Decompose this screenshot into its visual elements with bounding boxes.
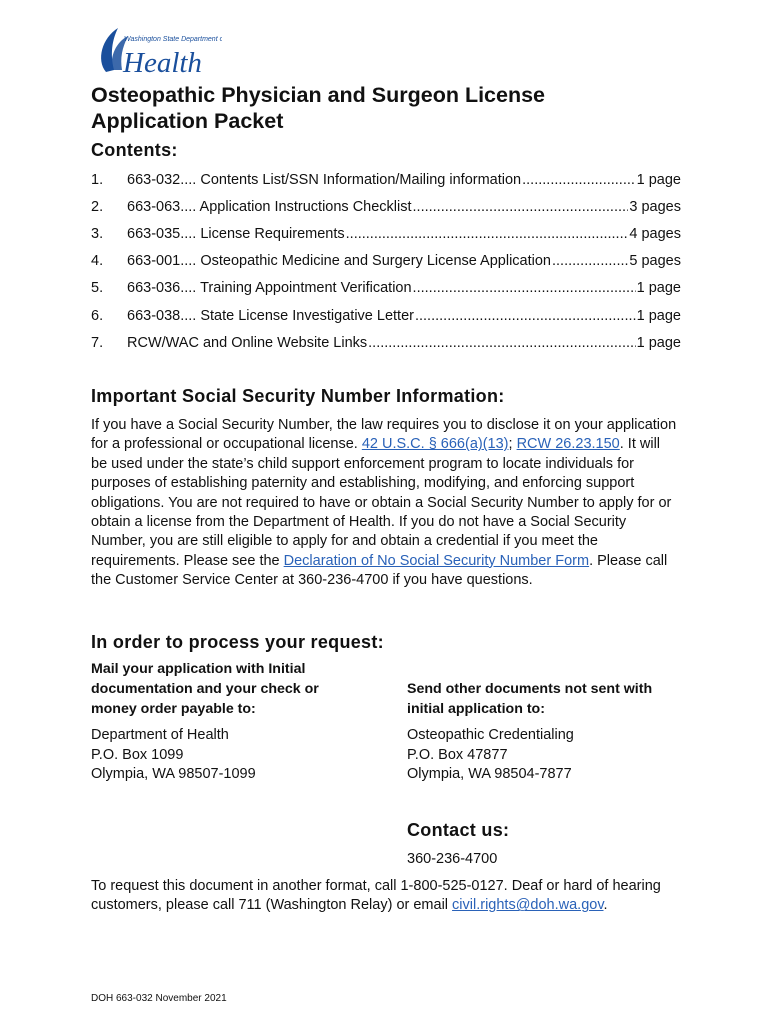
contents-item-label: 663-036.... Training Appointment Verification bbox=[127, 280, 412, 297]
contents-list bbox=[91, 166, 681, 356]
contents-item-leader bbox=[522, 172, 636, 188]
title-line-1: Osteopathic Physician and Surgeon License bbox=[91, 83, 546, 107]
contents-item bbox=[91, 220, 681, 247]
contents-item-pages: 1 page bbox=[636, 334, 681, 351]
contents-item-number: 1. bbox=[91, 171, 104, 188]
usc-link[interactable]: 42 U.S.C. § 666(a)(13) bbox=[361, 436, 509, 453]
contents-item-label: 663-032.... Contents List/SSN Information/Mailing information bbox=[127, 171, 522, 188]
address-line: Osteopathic Credentialing bbox=[407, 727, 574, 743]
declaration-form-link[interactable]: Declaration of No Social Security Number Form bbox=[283, 552, 590, 569]
contents-item bbox=[91, 248, 681, 275]
contents-item-pages: 5 pages bbox=[629, 253, 681, 270]
contents-item-number: 2. bbox=[91, 198, 104, 215]
contents-item bbox=[91, 166, 681, 193]
address-line: P.O. Box 47877 bbox=[407, 746, 508, 763]
mail-heading: Mail your application with Initial documentation and your check or money order payable to: bbox=[91, 661, 319, 717]
contents-item-pages: 4 pages bbox=[629, 225, 681, 242]
contents-item-number: 3. bbox=[91, 225, 104, 242]
title-line-2: Application Packet bbox=[91, 109, 284, 133]
request-paragraph bbox=[91, 877, 671, 916]
contents-item-leader bbox=[415, 308, 636, 324]
contents-item bbox=[91, 275, 681, 302]
address-line: Olympia, WA 98504-7877 bbox=[407, 766, 572, 783]
request-text: To request this document in another format, call 1-800-525-0127. Deaf or hard of hearing customers, please call 711 (Washington Relay) or email bbox=[91, 878, 661, 914]
contents-item-number: 4. bbox=[91, 253, 104, 270]
contents-item-leader bbox=[346, 226, 629, 242]
mail-address bbox=[91, 726, 351, 785]
contents-item-pages: 1 page bbox=[636, 307, 681, 324]
send-heading: Send other documents not sent with initial application to: bbox=[407, 681, 653, 717]
contents-item-label: 663-063.... Application Instructions Checklist bbox=[127, 198, 412, 215]
contents-item-pages: 3 pages bbox=[629, 198, 681, 215]
contents-item-pages: 1 page bbox=[636, 171, 681, 188]
contents-item-label: 663-038.... State License Investigative Letter bbox=[127, 307, 414, 324]
contents-item-leader bbox=[368, 335, 636, 351]
form-footer-id: DOH 663-032 November 2021 bbox=[91, 993, 227, 1004]
ssn-heading: Important Social Security Number Information: bbox=[91, 386, 505, 406]
ssn-text-2: . It will be used under the state’s child support enforcement program to locate individuals for purposes of establishing paternity and establishing, modifying, and enforcing support obligations. You are not required to have or obtain a Social Security Number to apply for or obtain a license from the Department of Health. If you do not have a Social Security Number, you are still eligible to apply for and obtain a credential if you meet the requirements. Please see the bbox=[91, 436, 672, 569]
contents-item-pages: 1 page bbox=[636, 280, 681, 297]
ssn-paragraph bbox=[91, 416, 679, 591]
rcw-link[interactable]: RCW 26.23.150 bbox=[516, 436, 620, 453]
doh-logo bbox=[92, 20, 222, 80]
contents-item bbox=[91, 329, 681, 356]
logo-big-text: Health bbox=[123, 47, 202, 79]
doh-logo-graphic bbox=[92, 20, 222, 80]
address-line: P.O. Box 1099 bbox=[91, 746, 184, 763]
contents-item-leader bbox=[413, 199, 629, 215]
ssn-text-3: . Please call the Customer Service Center at 360-236-4700 if you have questions. bbox=[91, 552, 668, 589]
request-end: . bbox=[603, 897, 608, 914]
send-address bbox=[407, 726, 667, 785]
address-line: Department of Health bbox=[91, 727, 229, 743]
contents-heading: Contents: bbox=[91, 140, 178, 160]
contents-item-leader bbox=[552, 253, 628, 269]
contents-item-leader bbox=[413, 280, 636, 296]
page-title bbox=[91, 82, 691, 134]
ssn-text-1: If you have a Social Security Number, the law requires you to disclose it on your application for a professional or occupational license. bbox=[91, 417, 677, 453]
contents-item bbox=[91, 193, 681, 220]
contents-item-number: 6. bbox=[91, 307, 104, 324]
contact-phone: 360-236-4700 bbox=[407, 851, 498, 867]
contact-heading: Contact us: bbox=[407, 820, 510, 840]
address-line: Olympia, WA 98507-1099 bbox=[91, 766, 256, 783]
contents-item-number: 7. bbox=[91, 334, 104, 351]
ssn-sep: ; bbox=[508, 436, 517, 453]
contents-item-label: 663-001.... Osteopathic Medicine and Surgery License Application bbox=[127, 253, 551, 270]
contents-item bbox=[91, 302, 681, 329]
process-heading: In order to process your request: bbox=[91, 632, 384, 652]
contents-item-number: 5. bbox=[91, 280, 104, 297]
civil-rights-email-link[interactable]: civil.rights@doh.wa.gov bbox=[452, 897, 604, 914]
contents-item-label: RCW/WAC and Online Website Links bbox=[127, 334, 368, 351]
contents-item-label: 663-035.... License Requirements bbox=[127, 225, 345, 242]
logo-small-text: Washington State Department of bbox=[124, 36, 222, 43]
